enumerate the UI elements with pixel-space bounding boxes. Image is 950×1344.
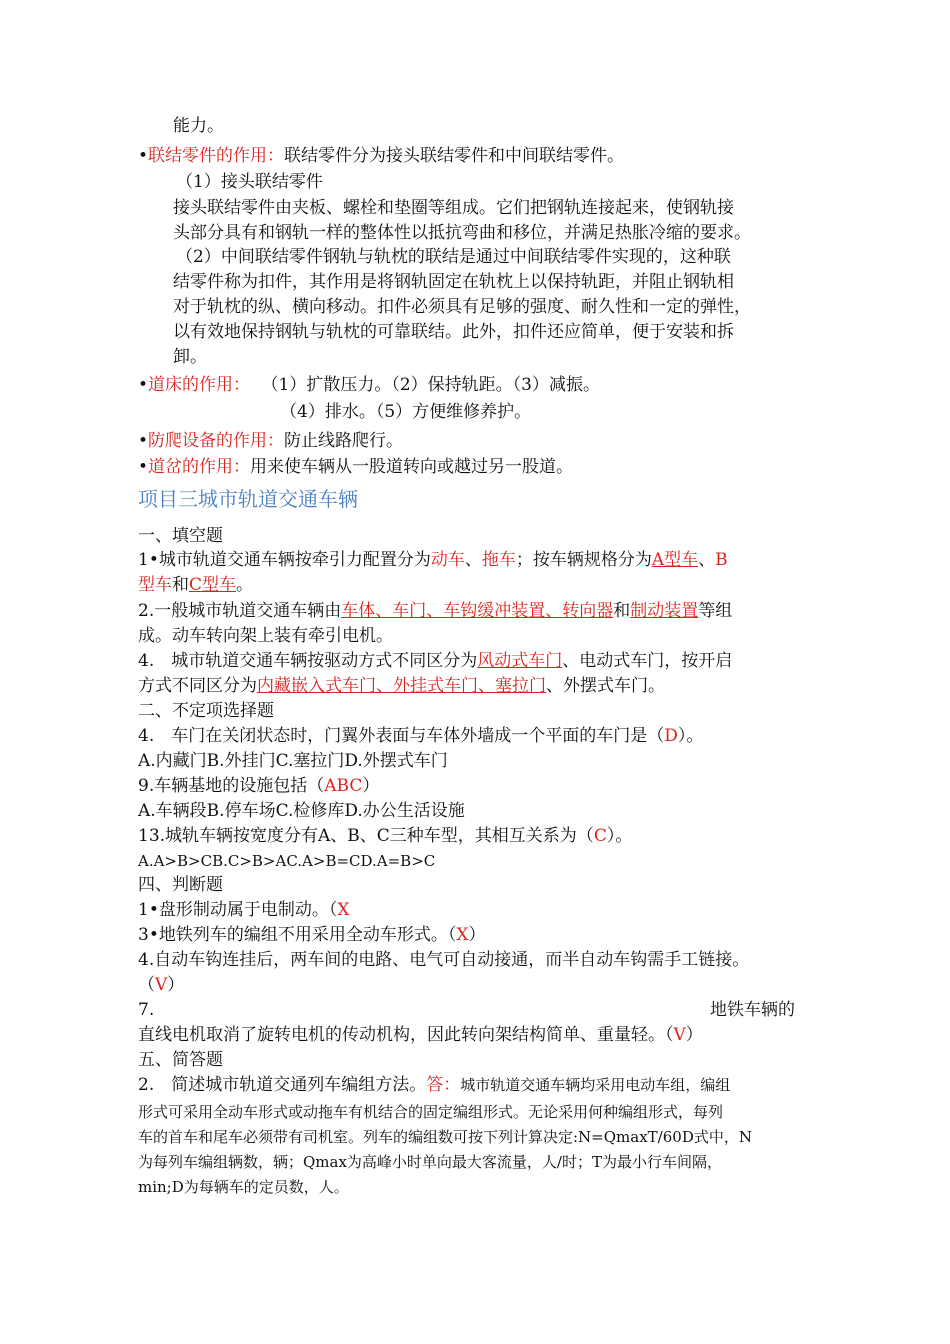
heading-label: 道岔的作用： [148,457,251,477]
text-line: 结零件称为扣件，其作用是将钢轨固定在轨枕上以保持轨距，并阻止钢轨相 [173,272,734,292]
section-title: 二、不定项选择题 [138,701,274,721]
answer: V [155,975,168,995]
heading-label: 道床的作用： [148,375,251,395]
answer-line: 形式可采用全动车形式或动拖车有机结合的固定编组形式。无论采用何种编组形式，每列 [138,1103,724,1121]
question-line: 1•城市轨道交通车辆按牵引力配置分为动车、拖车；按车辆规格分为A型车、B [138,550,728,570]
answer: A型车 [651,550,699,570]
answer-line: min;D为每辆车的定员数，人。 [138,1178,349,1196]
question-line: 3•地铁列车的编组不用采用全动车形式。（X） [138,925,486,945]
bullet-line-daocha: •道岔的作用：用来使车辆从一股道转向或越过另一股道。 [138,457,574,477]
section-title: 五、简答题 [138,1050,223,1070]
section-title: 四、判断题 [138,875,223,895]
answer: 动车 [430,550,465,570]
text-line: 对于轨枕的纵、横向移动。扣件必须具有足够的强度、耐久性和一定的弹性， [173,297,751,317]
answer: C [593,826,607,846]
question-line: 2.一般城市轨道交通车辆由车体、车门、车钩缓冲装置、转向器和制动装置等组 [138,601,733,621]
bullet-line-lianjie: •联结零件的作用：联结零件分为接头联结零件和中间联结零件。 [138,146,625,166]
answer: ABC [324,776,363,796]
answer: X [456,925,469,945]
answer: B [715,550,728,570]
question-line: （V） [138,975,185,995]
options-line: A.A>B>CB.C>B>AC.A>B=CD.A=B>C [138,852,436,870]
question-line: 成。动车转向架上装有牵引电机。 [138,626,393,646]
text-line: 卸。 [173,347,207,367]
answer: 型车 [138,575,172,595]
answer-line: 车的首车和尾车必须带有司机室。列车的编组数可按下列计算决定:N=QmaxT/60D式中，N [138,1128,752,1146]
question-line: 4. 车门在关闭状态时，门翼外表面与车体外墙成一个平面的车门是（D）。 [138,726,704,746]
text-line: （1）接头联结零件 [176,172,323,192]
answer: C型车 [189,575,237,595]
bullet-line-fangpa: •防爬设备的作用：防止线路爬行。 [138,431,404,451]
answer: D [664,726,678,746]
answer: 内藏嵌入式车门、外挂式车门、塞拉门 [257,676,546,696]
question-line: 4.自动车钩连挂后，两车间的电路、电气可自动接通，而半自动车钩需手工链接。 [138,950,750,970]
text-line: 能力。 [173,116,224,136]
question-line: 型车和C型车。 [138,575,254,595]
question-line: 2. 简述城市轨道交通列车编组方法。答：城市轨道交通车辆均采用电动车组，编组 [138,1075,731,1095]
question-line: 4. 城市轨道交通车辆按驱动方式不同区分为风动式车门、电动式车门，按开启 [138,651,733,671]
answer: 车体、车门、车钩缓冲装置、转向器 [341,601,614,621]
answer: 制动装置 [630,601,699,621]
answer-label: 答： [426,1075,461,1095]
answer: V [673,1025,686,1045]
answer-line: 为每列车编组辆数，辆；Qmax为高峰小时单向最大客流量，人/时；T为最小行车间隔， [138,1153,722,1171]
answer: X [337,900,350,920]
question-line: 13.城轨车辆按宽度分有A、B、C三种车型，其相互关系为（C）。 [138,826,633,846]
options-line: A.内藏门B.外挂门C.塞拉门D.外摆式车门 [138,751,448,771]
project-title: 项目三城市轨道交通车辆 [138,487,358,511]
question-line: 1•盘形制动属于电制动。（X [138,900,350,920]
question-line: 方式不同区分为内藏嵌入式车门、外挂式车门、塞拉门、外摆式车门。 [138,676,665,696]
options-line: A.车辆段B.停车场C.检修库D.办公生活设施 [138,801,465,821]
question-number: 7. [138,1000,155,1020]
heading-label: 联结零件的作用： [148,146,285,166]
question-line: 直线电机取消了旋转电机的传动机构，因此转向架结构简单、重量轻。（V） [138,1025,703,1045]
text-line: 接头联结零件由夹板、螺栓和垫圈等组成。它们把钢轨连接起来，使钢轨接 [173,198,734,218]
bullet-line-daochuang: •道床的作用： （1）扩散压力。（2）保持轨距。（3）减振。 [138,375,600,395]
question-line: 9.车辆基地的设施包括（ABC） [138,776,380,796]
answer: 风动式车门 [477,651,563,671]
text-line: 以有效地保持钢轨与轨枕的可靠联结。此外，扣件还应简单，便于安装和拆 [173,322,734,342]
text-line: 头部分具有和钢轨一样的整体性以抵抗弯曲和移位，并满足热胀冷缩的要求。 [173,223,751,243]
heading-label: 防爬设备的作用： [148,431,285,451]
answer: 拖车 [481,550,516,570]
section-title: 一、填空题 [138,526,223,546]
question-line: 地铁车辆的 [710,1000,795,1020]
text-line: （2）中间联结零件钢轨与轨枕的联结是通过中间联结零件实现的，这种联 [176,247,731,267]
text-line: （4）排水。（5）方便维修养护。 [280,402,532,422]
